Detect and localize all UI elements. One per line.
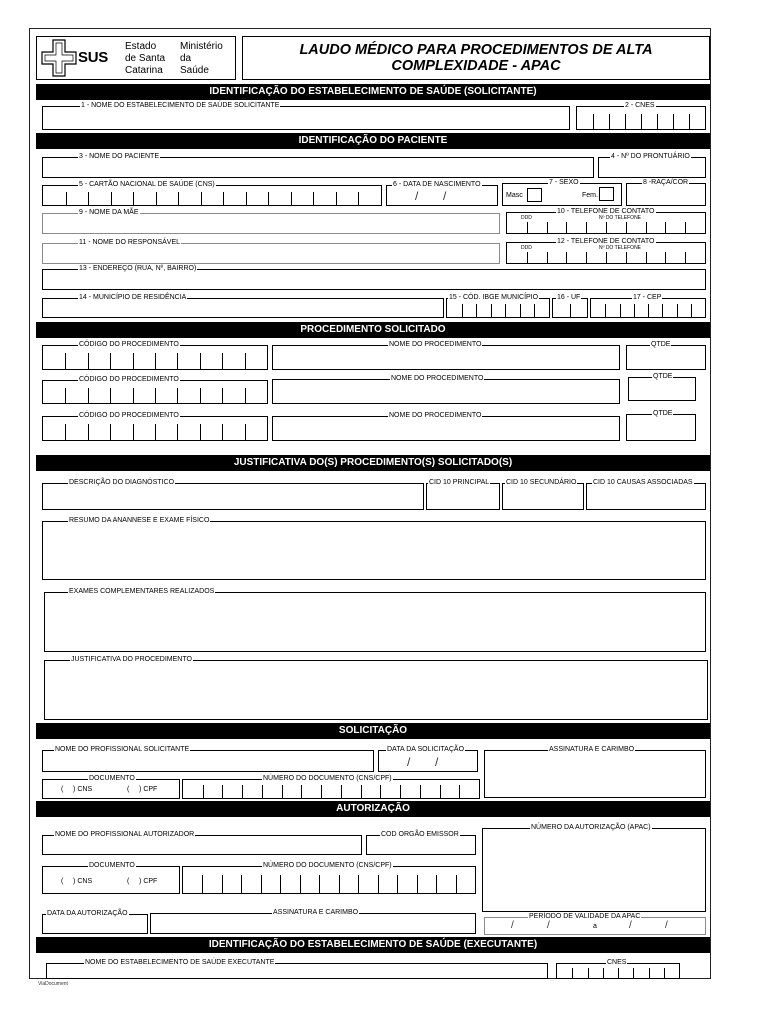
procedure-code-label: CÓDIGO DO PROCEDIMENTO	[79, 412, 179, 419]
digit-cell-divider	[358, 875, 359, 893]
digit-cell-divider	[245, 424, 246, 440]
validity-period-to: a	[593, 923, 597, 930]
cns-card-label: 5 - CARTÃO NACIONAL DE SAÚDE (CNS)	[79, 181, 215, 188]
digit-cell-divider	[242, 785, 243, 798]
digit-cell-divider	[527, 222, 528, 233]
digit-cell-divider	[88, 388, 89, 403]
digit-cell-divider	[319, 875, 320, 893]
quantity-field-1[interactable]	[626, 345, 706, 370]
ministry-line: Ministério	[180, 41, 223, 52]
procedure-name-field-1[interactable]	[272, 345, 620, 370]
digit-cell-divider	[665, 252, 666, 263]
auth-document-number-field[interactable]	[182, 866, 476, 894]
digit-cell-divider	[641, 114, 642, 129]
document-option-cpf[interactable]: ( ) CPF	[127, 786, 158, 793]
procedure-code-field-1[interactable]	[42, 345, 268, 370]
procedure-justification-label: JUSTIFICATIVA DO PROCEDIMENTO	[71, 656, 192, 663]
digit-cell-divider	[223, 192, 224, 205]
digit-cell-divider	[88, 424, 89, 440]
form-title-box	[242, 36, 710, 80]
digit-cell-divider	[88, 353, 89, 369]
city-field[interactable]	[42, 298, 444, 318]
digit-cell-divider	[520, 304, 521, 317]
digit-cell-divider	[586, 222, 587, 233]
digit-cell-divider	[300, 875, 301, 893]
digit-cell-divider	[547, 222, 548, 233]
document-option-cpf[interactable]: ( ) CPF	[127, 878, 158, 885]
section-bar-request: SOLICITAÇÃO	[36, 723, 710, 739]
digit-cell-divider	[547, 252, 548, 263]
cid-associated-label: CID 10 CAUSAS ASSOCIADAS	[593, 479, 693, 486]
digit-cell-divider	[200, 424, 201, 440]
digit-cell-divider	[361, 785, 362, 798]
digit-cell-divider	[691, 304, 692, 317]
executing-establishment-label: NOME DO ESTABELECIMENTO DE SAÚDE EXECUTANTE	[85, 959, 275, 966]
sex-field	[502, 183, 622, 206]
digit-cell-divider	[685, 222, 686, 233]
phone-1-label: 10 - TELEFONE DE CONTATO	[557, 208, 655, 215]
mother-name-field[interactable]	[42, 213, 500, 234]
digit-cell-divider	[66, 192, 67, 205]
phone-2-field[interactable]	[506, 242, 706, 264]
phone-number-caption: Nº DO TELEFONE	[599, 215, 642, 221]
patient-name-label: 3 - NOME DO PACIENTE	[79, 153, 159, 160]
exams-label: EXAMES COMPLEMENTARES REALIZADOS	[69, 588, 215, 595]
date-separator: /	[511, 920, 514, 931]
requesting-professional-field[interactable]	[42, 750, 374, 772]
birth-date-label: 6 - DATA DE NASCIMENTO	[393, 181, 481, 188]
issuing-agency-label: COD ORGÃO EMISSOR	[381, 831, 459, 838]
date-separator: /	[629, 920, 632, 931]
ministry-line: da	[180, 53, 192, 64]
cid-principal-label: CID 10 PRINCIPAL	[429, 479, 490, 486]
digit-cell-divider	[177, 424, 178, 440]
request-document-label: DOCUMENTO	[89, 775, 135, 782]
record-number-label: 4 - Nº DO PRONTUÁRIO	[611, 153, 690, 160]
phone-number-caption: Nº DO TELEFONE	[599, 245, 642, 251]
procedure-code-field-2[interactable]	[42, 380, 268, 404]
apac-number-label: NÚMERO DA AUTORIZAÇÃO (APAC)	[531, 824, 651, 831]
address-label: 13 - ENDEREÇO (RUA, Nº, BAIRRO)	[79, 265, 197, 272]
digit-cell-divider	[603, 968, 604, 978]
ministry-name	[180, 41, 223, 77]
digit-cell-divider	[689, 114, 690, 129]
digit-cell-divider	[178, 192, 179, 205]
digit-cell-divider	[301, 785, 302, 798]
sex-female-label: Fem.	[582, 192, 598, 199]
digit-cell-divider	[110, 388, 111, 403]
quantity-label: QTDE	[653, 410, 673, 417]
authorization-date-label: DATA DA AUTORIZAÇÃO	[47, 910, 128, 917]
anamnesis-label: RESUMO DA ANANNESE E EXAME FÍSICO	[69, 517, 210, 524]
validity-period-label: PERÍODO DE VALIDADE DA APAC	[529, 913, 641, 920]
sex-female-checkbox[interactable]	[599, 187, 614, 201]
authorizing-professional-label: NOME DO PROFISSIONAL AUTORIZADOR	[55, 831, 195, 838]
state-line: Catarina	[125, 65, 163, 76]
requesting-professional-label: NOME DO PROFISSIONAL SOLICITANTE	[55, 746, 190, 753]
date-separator: /	[415, 189, 419, 203]
digit-cell-divider	[606, 252, 607, 263]
cnes-label: 2 - CNES	[625, 102, 655, 109]
address-field[interactable]	[42, 269, 706, 290]
state-line: Estado	[125, 41, 157, 52]
digit-cell-divider	[155, 424, 156, 440]
procedure-name-field-3[interactable]	[272, 416, 620, 441]
digit-cell-divider	[88, 192, 89, 205]
digit-cell-divider	[222, 875, 223, 893]
form-title-line: COMPLEXIDADE - APAC	[391, 58, 561, 74]
cep-label: 17 - CEP	[633, 294, 662, 301]
sex-male-checkbox[interactable]	[527, 188, 542, 202]
digit-cell-divider	[462, 304, 463, 317]
digit-cell-divider	[586, 252, 587, 263]
city-label: 14 - MUNICÍPIO DE RESIDÊNCIA	[79, 294, 187, 301]
auth-document-type-field[interactable]	[42, 866, 180, 894]
digit-cell-divider	[133, 192, 134, 205]
request-signature-field[interactable]	[484, 750, 706, 798]
establishment-name-field[interactable]	[42, 106, 570, 130]
digit-cell-divider	[339, 875, 340, 893]
section-bar-executing-establishment: IDENTIFICAÇÃO DO ESTABELECIMENTO DE SAÚDE (EXECUTANTE)	[36, 937, 710, 953]
procedure-name-field-2[interactable]	[272, 379, 620, 404]
guardian-name-field[interactable]	[42, 243, 500, 264]
digit-cell-divider	[648, 304, 649, 317]
digit-cell-divider	[65, 353, 66, 369]
digit-cell-divider	[646, 252, 647, 263]
cep-field[interactable]	[590, 298, 706, 318]
ibge-code-field[interactable]	[446, 298, 550, 318]
digit-cell-divider	[222, 388, 223, 403]
guardian-name-label: 11 - NOME DO RESPONSÁVEL	[79, 239, 181, 246]
race-field[interactable]	[626, 183, 706, 206]
digit-cell-divider	[491, 304, 492, 317]
digit-cell-divider	[417, 875, 418, 893]
digit-cell-divider	[527, 252, 528, 263]
digit-cell-divider	[268, 192, 269, 205]
anamnesis-field[interactable]	[42, 521, 706, 580]
digit-cell-divider	[133, 353, 134, 369]
document-option-cns[interactable]: ( ) CNS	[61, 786, 93, 793]
request-document-number-field[interactable]	[182, 779, 480, 799]
digit-cell-divider	[662, 304, 663, 317]
digit-cell-divider	[201, 192, 202, 205]
digit-cell-divider	[133, 424, 134, 440]
digit-cell-divider	[634, 304, 635, 317]
digit-cell-divider	[261, 875, 262, 893]
diagnosis-label: DESCRIÇÃO DO DIAGNÓSTICO	[69, 479, 175, 486]
section-bar-requesting-establishment: IDENTIFICAÇÃO DO ESTABELECIMENTO DE SAÚDE (SOLICITANTE)	[36, 84, 710, 100]
sex-male-label: Masc	[506, 192, 523, 199]
digit-cell-divider	[459, 785, 460, 798]
digit-cell-divider	[378, 875, 379, 893]
record-number-field[interactable]	[598, 157, 706, 178]
digit-cell-divider	[358, 192, 359, 205]
cns-card-field[interactable]	[42, 185, 382, 206]
digit-cell-divider	[282, 785, 283, 798]
digit-cell-divider	[200, 353, 201, 369]
form-title-line: LAUDO MÉDICO PARA PROCEDIMENTOS DE ALTA	[299, 42, 653, 58]
procedure-justification-field[interactable]	[44, 660, 708, 720]
digit-cell-divider	[572, 968, 573, 978]
auth-signature-field[interactable]	[150, 913, 476, 934]
sus-cross-icon	[41, 39, 77, 77]
request-date-label: DATA DA SOLICITAÇÃO	[387, 746, 465, 753]
cid-principal-field[interactable]	[426, 483, 500, 510]
race-label: 8 -RAÇA/COR	[643, 179, 689, 186]
section-bar-requested-procedure: PROCEDIMENTO SOLICITADO	[36, 322, 710, 338]
digit-cell-divider	[245, 353, 246, 369]
logo-box	[36, 36, 236, 80]
digit-cell-divider	[400, 785, 401, 798]
digit-cell-divider	[673, 114, 674, 129]
digit-cell-divider	[380, 785, 381, 798]
procedure-name-label: NOME DO PROCEDIMENTO	[391, 375, 484, 382]
mother-name-label: 9 - NOME DA MÃE	[79, 209, 139, 216]
date-separator: /	[443, 189, 447, 203]
section-bar-justification: JUSTIFICATIVA DO(S) PROCEDIMENTO(S) SOLICITADO(S)	[36, 455, 710, 471]
digit-cell-divider	[133, 388, 134, 403]
digit-cell-divider	[222, 424, 223, 440]
procedure-code-label: CÓDIGO DO PROCEDIMENTO	[79, 376, 179, 383]
cid-secondary-field[interactable]	[502, 483, 584, 510]
digit-cell-divider	[606, 222, 607, 233]
state-line: de Santa	[125, 53, 166, 64]
procedure-name-label: NOME DO PROCEDIMENTO	[389, 412, 482, 419]
digit-cell-divider	[313, 192, 314, 205]
request-document-number-label: NÚMERO DO DOCUMENTO (CNS/CPF)	[263, 775, 392, 782]
digit-cell-divider	[609, 114, 610, 129]
date-separator: /	[407, 755, 411, 769]
digit-cell-divider	[200, 388, 201, 403]
authorization-date-field[interactable]	[42, 914, 148, 934]
procedure-code-field-3[interactable]	[42, 416, 268, 441]
digit-cell-divider	[420, 785, 421, 798]
digit-cell-divider	[664, 968, 665, 978]
digit-cell-divider	[570, 304, 571, 317]
request-date-field[interactable]	[378, 750, 478, 772]
cnes-field[interactable]	[576, 106, 706, 130]
quantity-field-3[interactable]	[626, 414, 696, 441]
digit-cell-divider	[633, 968, 634, 978]
digit-cell-divider	[677, 304, 678, 317]
date-separator: /	[547, 920, 550, 931]
digit-cell-divider	[156, 192, 157, 205]
date-separator: /	[665, 920, 668, 931]
digit-cell-divider	[341, 785, 342, 798]
digit-cell-divider	[65, 424, 66, 440]
digit-cell-divider	[620, 304, 621, 317]
quantity-label: QTDE	[653, 373, 673, 380]
sus-logo-text: SUS	[78, 49, 108, 66]
footer-watermark: ViaDocument	[38, 981, 68, 987]
quantity-field-2[interactable]	[628, 377, 696, 401]
exams-field[interactable]	[44, 592, 706, 652]
digit-cell-divider	[665, 222, 666, 233]
digit-cell-divider	[291, 192, 292, 205]
sex-label: 7 - SEXO	[549, 179, 579, 186]
digit-cell-divider	[534, 304, 535, 317]
date-separator: /	[435, 755, 439, 769]
patient-name-field[interactable]	[42, 157, 594, 178]
digit-cell-divider	[605, 304, 606, 317]
procedure-code-label: CÓDIGO DO PROCEDIMENTO	[79, 341, 179, 348]
digit-cell-divider	[566, 252, 567, 263]
request-signature-label: ASSINATURA E CARIMBO	[549, 746, 635, 753]
digit-cell-divider	[336, 192, 337, 205]
apac-number-field[interactable]	[482, 828, 706, 912]
auth-document-label: DOCUMENTO	[89, 862, 135, 869]
digit-cell-divider	[505, 304, 506, 317]
digit-cell-divider	[202, 875, 203, 893]
digit-cell-divider	[566, 222, 567, 233]
uf-field[interactable]	[552, 298, 588, 318]
phone-1-field[interactable]	[506, 212, 706, 234]
procedure-name-label: NOME DO PROCEDIMENTO	[389, 341, 482, 348]
digit-cell-divider	[397, 875, 398, 893]
request-document-type-field[interactable]	[42, 779, 180, 799]
birth-date-field[interactable]	[386, 185, 498, 206]
digit-cell-divider	[657, 114, 658, 129]
cid-associated-field[interactable]	[586, 483, 706, 510]
cid-secondary-label: CID 10 SECUNDÁRIO	[506, 479, 577, 486]
digit-cell-divider	[155, 388, 156, 403]
state-name	[125, 41, 165, 77]
digit-cell-divider	[222, 353, 223, 369]
digit-cell-divider	[262, 785, 263, 798]
section-bar-authorization: AUTORIZAÇÃO	[36, 801, 710, 817]
digit-cell-divider	[625, 114, 626, 129]
digit-cell-divider	[593, 114, 594, 129]
digit-cell-divider	[155, 353, 156, 369]
ministry-line: Saúde	[180, 65, 209, 76]
digit-cell-divider	[685, 252, 686, 263]
digit-cell-divider	[626, 222, 627, 233]
quantity-label: QTDE	[651, 341, 671, 348]
digit-cell-divider	[110, 353, 111, 369]
digit-cell-divider	[440, 785, 441, 798]
ibge-code-label: 15 - CÓD. IBGE MUNICÍPIO	[449, 294, 539, 301]
section-bar-patient: IDENTIFICAÇÃO DO PACIENTE	[36, 133, 710, 149]
digit-cell-divider	[321, 785, 322, 798]
area-code-caption: DDD	[521, 245, 532, 251]
digit-cell-divider	[280, 875, 281, 893]
phone-2-label: 12 - TELEFONE DE CONTATO	[557, 238, 655, 245]
area-code-caption: DDD	[521, 215, 532, 221]
digit-cell-divider	[177, 353, 178, 369]
digit-cell-divider	[177, 388, 178, 403]
auth-document-number-label: NÚMERO DO DOCUMENTO (CNS/CPF)	[263, 862, 392, 869]
digit-cell-divider	[649, 968, 650, 978]
digit-cell-divider	[436, 875, 437, 893]
digit-cell-divider	[111, 192, 112, 205]
digit-cell-divider	[246, 192, 247, 205]
digit-cell-divider	[476, 304, 477, 317]
digit-cell-divider	[456, 875, 457, 893]
document-option-cns[interactable]: ( ) CNS	[61, 878, 93, 885]
auth-signature-label: ASSINATURA E CARIMBO	[273, 909, 359, 916]
executing-cnes-label: CNES	[607, 959, 627, 966]
digit-cell-divider	[626, 252, 627, 263]
authorizing-professional-field[interactable]	[42, 835, 362, 855]
digit-cell-divider	[203, 785, 204, 798]
establishment-name-label: 1 - NOME DO ESTABELECIMENTO DE SAÚDE SOLICITANTE	[81, 102, 280, 109]
digit-cell-divider	[65, 388, 66, 403]
digit-cell-divider	[245, 388, 246, 403]
digit-cell-divider	[618, 968, 619, 978]
digit-cell-divider	[241, 875, 242, 893]
uf-label: 16 - UF	[557, 294, 581, 301]
digit-cell-divider	[222, 785, 223, 798]
digit-cell-divider	[646, 222, 647, 233]
digit-cell-divider	[588, 968, 589, 978]
digit-cell-divider	[110, 424, 111, 440]
diagnosis-field[interactable]	[42, 483, 424, 510]
issuing-agency-field[interactable]	[366, 835, 476, 855]
